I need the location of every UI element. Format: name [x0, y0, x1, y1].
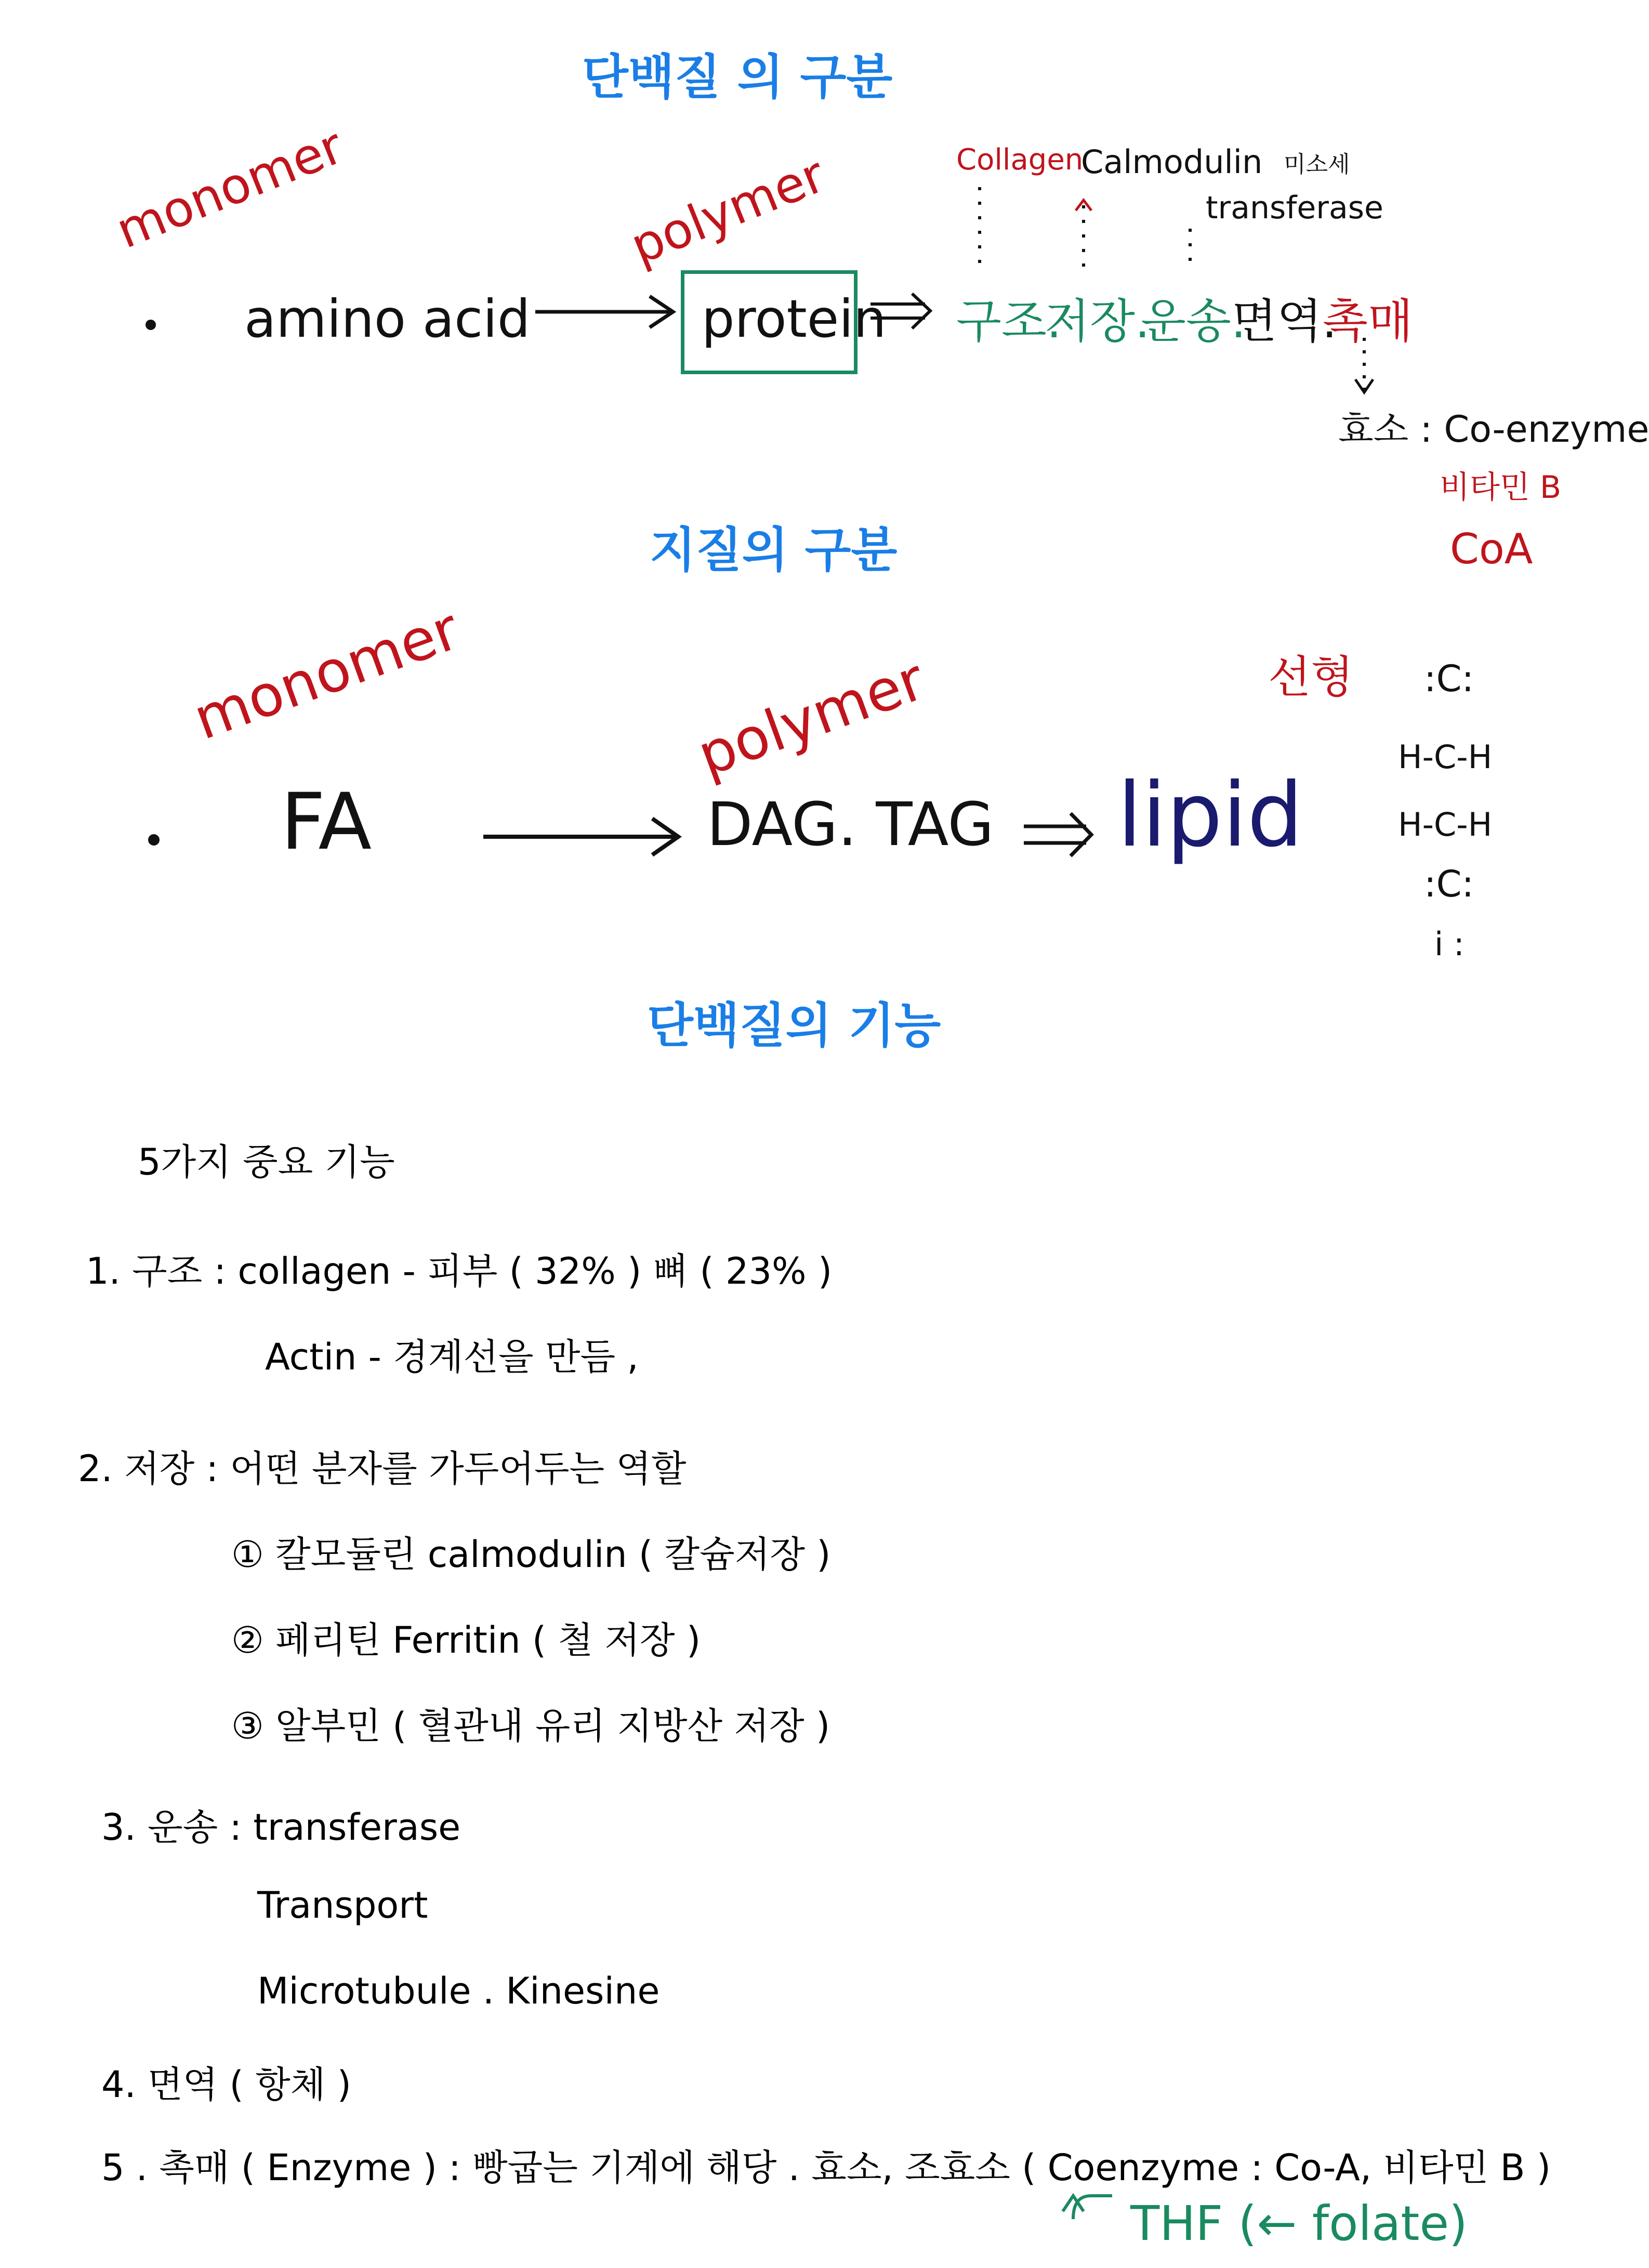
function-line-11: 5 . 촉매 ( Enzyme ) : 빵굽는 기계에 해당 . 효소, 조효소 ( Coenzyme : Co-A, 비타민 B ) [101, 2146, 1551, 2189]
protein-polymer: protein [702, 288, 887, 349]
protein-function-storage: 저장. [1045, 294, 1150, 349]
function-line-4: ① 칼모듈린 calmodulin ( 칼슘저장 ) [231, 1533, 831, 1576]
lipid-linear-label: 선형 [1268, 652, 1354, 703]
protein-function-transport: 운송. [1141, 294, 1246, 349]
function-line-1: 1. 구조 : collagen - 피부 ( 32% ) 뼈 ( 23% ) [86, 1250, 833, 1293]
lipid-result: lipid [1117, 764, 1303, 867]
annotation-collagen: Collagen [956, 143, 1084, 177]
annotation-vitamin: 비타민 B [1440, 469, 1562, 506]
function-line-9: Microtubule . Kinesine [257, 1970, 660, 2012]
function-line-5: ② 페리틴 Ferritin ( 철 저장 ) [231, 1619, 701, 1662]
annotation-enzyme: 효소 : Co-enzyme [1338, 408, 1649, 451]
lipid-monomer-label: monomer [185, 595, 468, 753]
functions-intro: 5가지 중요 기능 [138, 1141, 395, 1183]
thf-note: THF (← folate) [1130, 2196, 1468, 2251]
function-line-7: 3. 운송 : transferase [101, 1806, 461, 1849]
title-protein-classification: 단백질 의 구분 [582, 49, 893, 105]
annotation-microtubule: 미소세 [1284, 151, 1350, 178]
annotation-transferase: transferase [1206, 190, 1383, 226]
function-line-6: ③ 알부민 ( 혈관내 유리 지방산 저장 ) [231, 1705, 830, 1747]
lipid-polymer: DAG. TAG [707, 790, 994, 860]
lipid-polymer-label: polymer [689, 645, 933, 789]
lipid-chain-5: i : [1434, 925, 1465, 963]
bullet-dot [148, 834, 160, 846]
protein-function-immune: 면역. [1232, 294, 1337, 349]
protein-polymer-label: polymer [623, 146, 833, 275]
function-line-2: Actin - 경계선을 만듬 , [265, 1336, 639, 1378]
lipid-chain-1: :C: [1424, 657, 1474, 700]
function-line-10: 4. 면역 ( 항체 ) [101, 2063, 351, 2106]
protein-monomer-label: monomer [108, 117, 351, 260]
protein-function-catalysis: 촉매 [1323, 294, 1413, 349]
annotation-calmodulin: Calmodulin [1081, 143, 1263, 181]
lipid-chain-4: :C: [1424, 863, 1474, 905]
bullet-dot [146, 320, 156, 330]
lipid-monomer: FA [281, 777, 372, 867]
lipid-chain-2: H-C-H [1398, 738, 1493, 776]
annotation-coa: CoA [1450, 525, 1533, 573]
function-line-8: Transport [257, 1884, 428, 1927]
lipid-chain-3: H-C-H [1398, 806, 1493, 843]
protein-function-structure: 구조. [956, 294, 1062, 349]
title-protein-functions: 단백질의 기능 [647, 998, 941, 1053]
protein-monomer: amino acid [244, 288, 531, 349]
function-line-3: 2. 저장 : 어떤 분자를 가두어두는 역할 [78, 1447, 687, 1490]
title-lipid-classification: 지질의 구분 [650, 522, 898, 578]
